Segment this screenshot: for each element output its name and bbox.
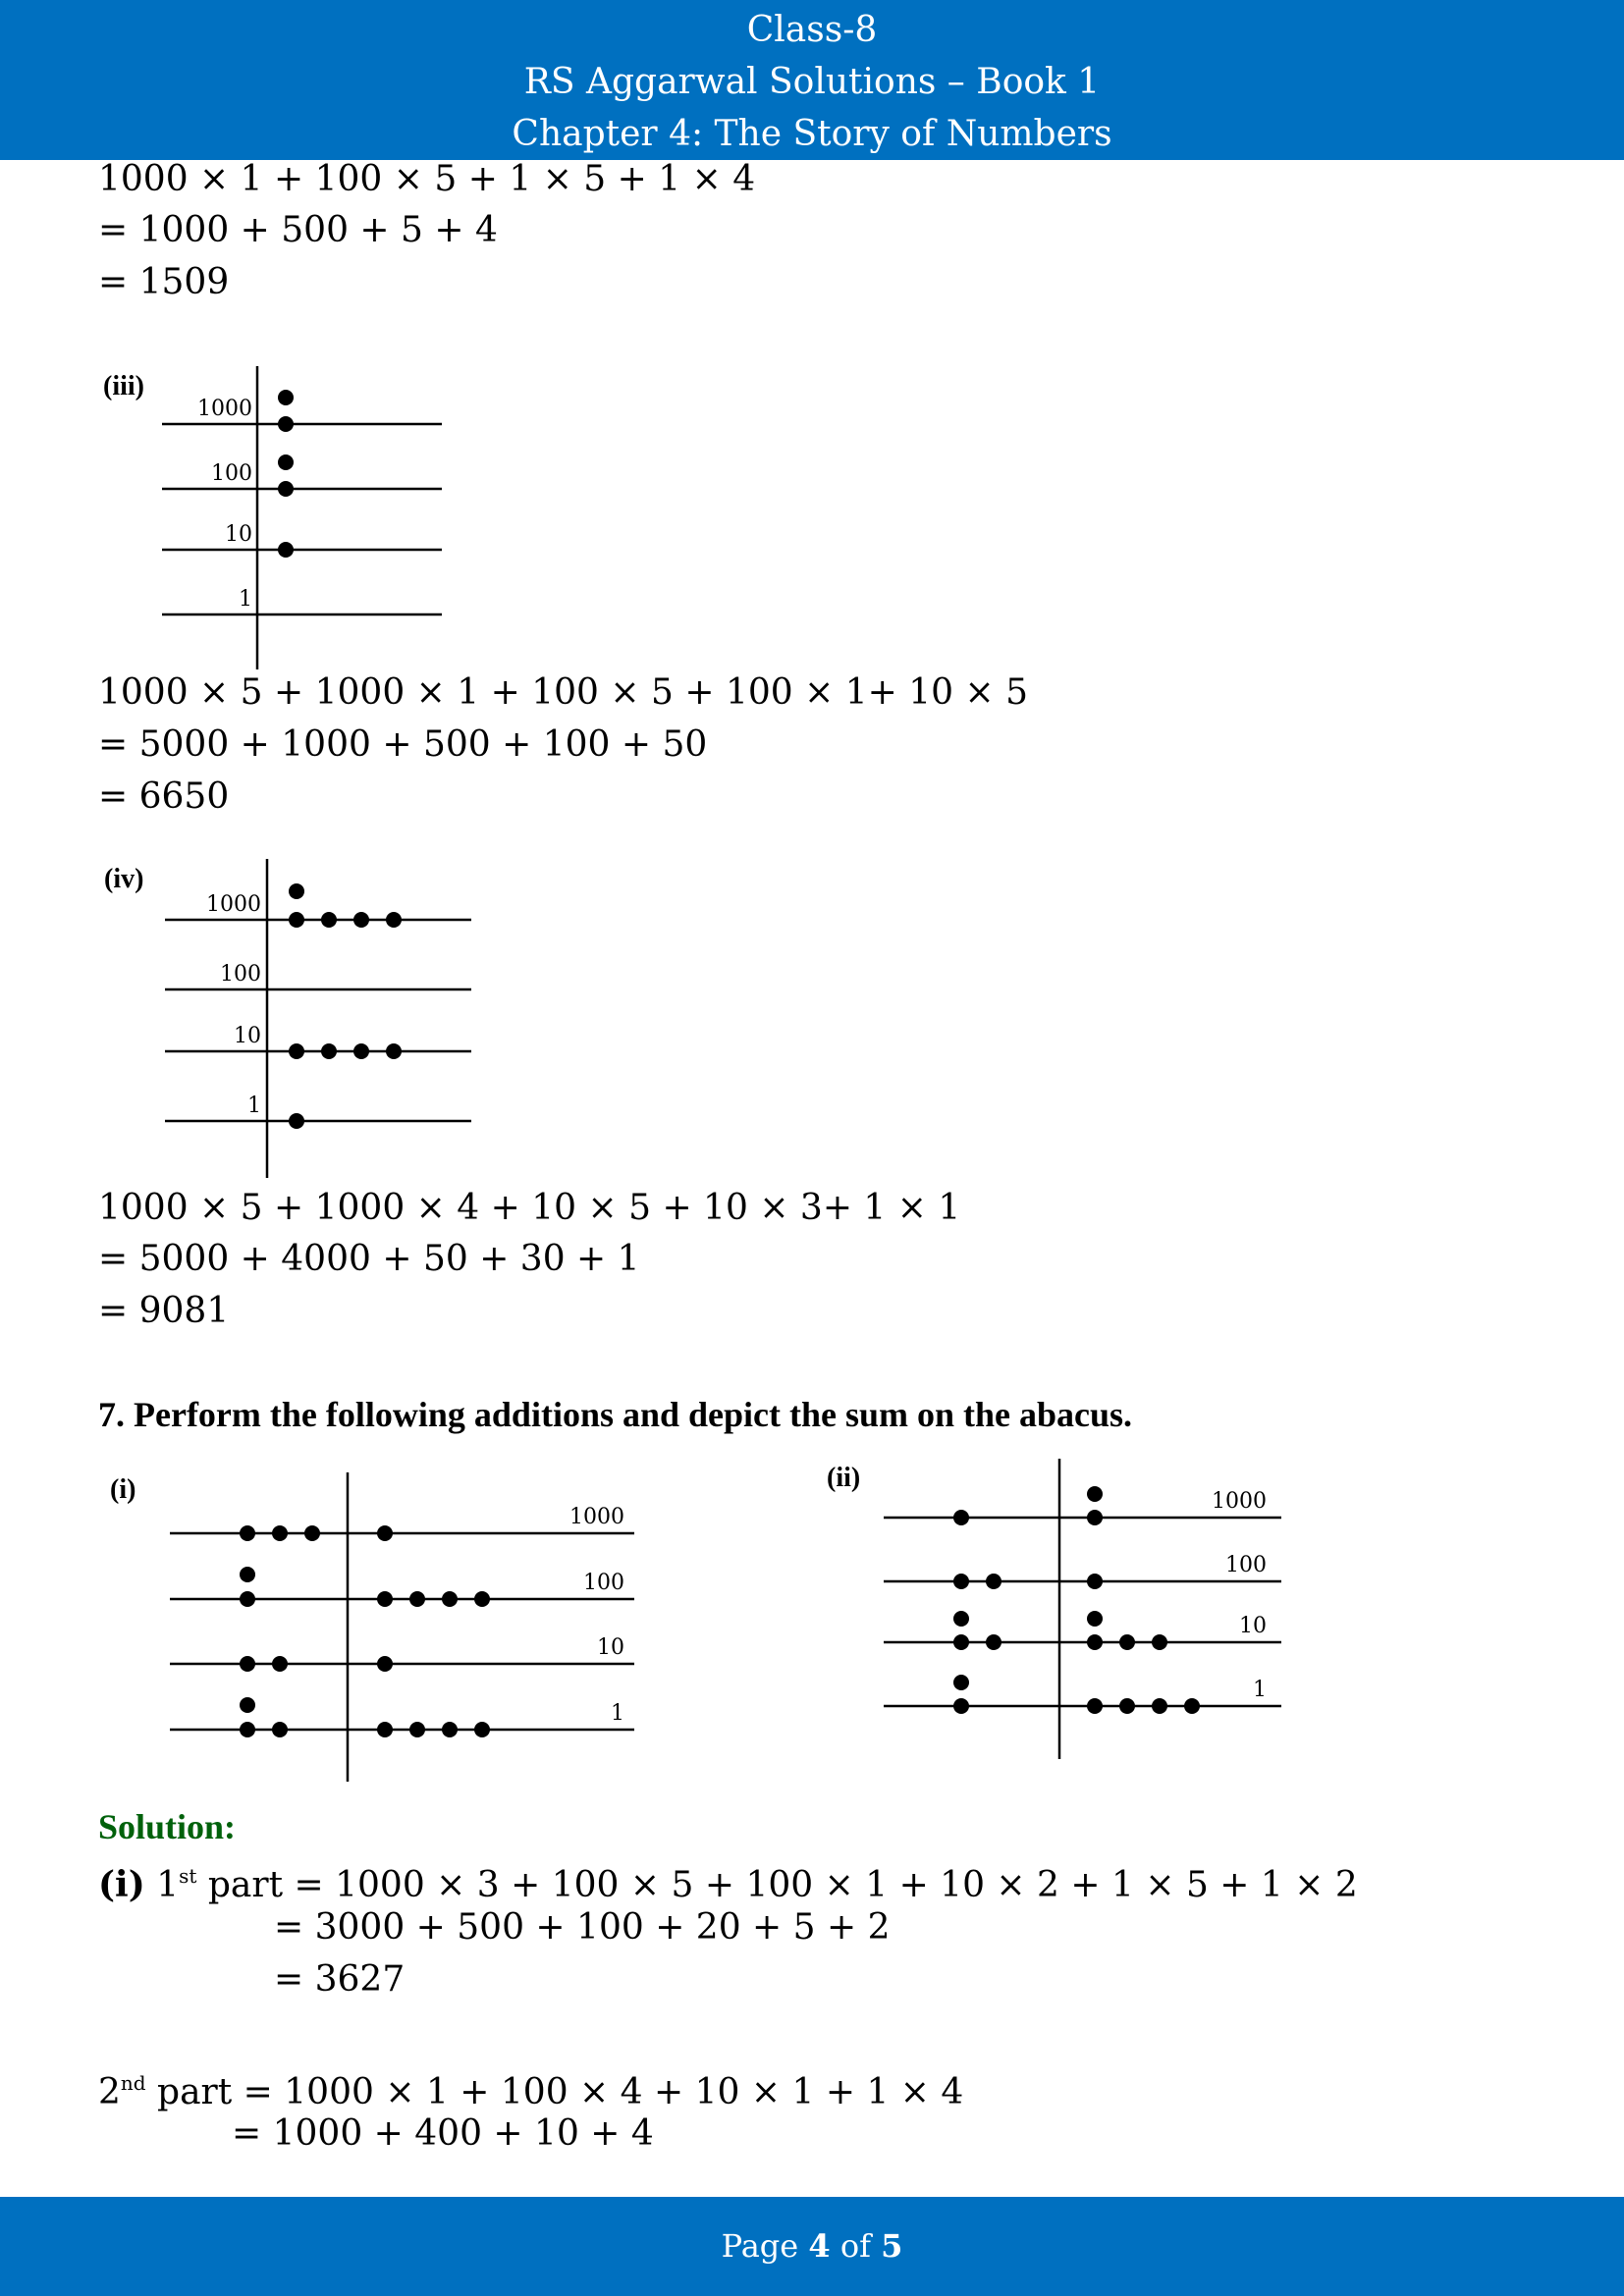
abacus-bead [353,912,369,928]
abacus-bead [272,1722,288,1737]
abacus-bead [240,1525,255,1541]
abacus-bead [953,1698,969,1714]
abacus-place-label: 10 [225,522,252,547]
abacus-bead [278,390,294,405]
abacus-bead [278,542,294,558]
abacus-iii-label: (iii) [103,371,144,401]
abacus-bead [377,1591,393,1607]
abacus-bead [474,1591,490,1607]
abacus-bead [240,1656,255,1672]
abacus-figure-iii [93,358,457,672]
abacus-iv-rows [165,883,471,1129]
abacus-bead [240,1567,255,1582]
abacus-place-label: 1000 [1212,1489,1267,1514]
abacus-bead [1087,1634,1103,1650]
abacus-place-label: 100 [211,461,252,486]
abacus-bead [304,1525,320,1541]
abacus-bead [953,1611,969,1627]
first-part-step-3: = 3627 [274,1959,406,2000]
abacus-bead [409,1722,425,1737]
abacus-q7-i-label: (i) [110,1474,136,1505]
question-7-title: 7. Perform the following additions and depict the sum on the abacus. [98,1395,1133,1434]
first-part-ordinal: 1 [156,1865,180,1905]
abacus-place-label: 1 [611,1701,624,1726]
footer-page-word: Page [721,2227,809,2265]
part-iii-line-3: = 6650 [98,776,230,817]
second-part-expression: 1000 × 1 + 100 × 4 + 10 × 1 + 1 × 4 [284,2072,964,2112]
abacus-bead [442,1591,458,1607]
abacus-bead [1087,1574,1103,1589]
abacus-figure-iv [93,852,486,1181]
part-ii-line-1: 1000 × 1 + 100 × 5 + 1 × 5 + 1 × 4 [98,159,756,199]
first-part-step-2: = 3000 + 500 + 100 + 20 + 5 + 2 [274,1907,891,1948]
abacus-bead [386,912,402,928]
abacus-figure-q7-ii [820,1453,1291,1767]
abacus-place-label: 1 [1253,1678,1267,1702]
part-iii-line-1: 1000 × 5 + 1000 × 1 + 100 × 5 + 100 × 1+ 10 × 5 [98,672,1029,713]
abacus-bead [442,1722,458,1737]
footer-page-total: 5 [881,2227,903,2265]
abacus-bead [377,1525,393,1541]
first-part-ordinal-suffix: st [179,1864,197,1888]
abacus-bead [278,481,294,497]
solution-i-first-part [98,1853,1358,1908]
abacus-place-label: 1000 [197,397,252,421]
abacus-bead [321,1043,337,1059]
abacus-bead [409,1591,425,1607]
abacus-bead [386,1043,402,1059]
solution-i-second-part [98,2060,963,2115]
abacus-bead [240,1722,255,1737]
page-header [0,0,1624,160]
abacus-bead [321,912,337,928]
abacus-bead [1152,1698,1167,1714]
second-part-step-2: = 1000 + 400 + 10 + 4 [232,2113,654,2154]
footer-page-number: 4 [808,2227,831,2265]
second-part-ordinal-suffix: nd [120,2071,146,2095]
second-part-word: part = [145,2072,285,2112]
abacus-bead [1087,1486,1103,1502]
abacus-bead [986,1634,1001,1650]
abacus-bead [289,883,304,899]
abacus-place-label: 10 [597,1635,624,1660]
abacus-place-label: 100 [1225,1553,1267,1577]
abacus-bead [1152,1634,1167,1650]
abacus-bead [272,1656,288,1672]
abacus-place-label: 1000 [206,892,261,917]
abacus-bead [240,1591,255,1607]
abacus-bead [377,1656,393,1672]
abacus-bead [1119,1698,1135,1714]
abacus-place-label: 1 [247,1094,261,1118]
abacus-bead [953,1574,969,1589]
abacus-bead [1087,1611,1103,1627]
abacus-q7-i-rows [170,1505,634,1737]
abacus-bead [353,1043,369,1059]
abacus-iv-label: (iv) [104,864,144,894]
first-part-word: part = [196,1865,336,1905]
abacus-bead [289,912,304,928]
header-chapter: Chapter 4: The Story of Numbers [512,114,1112,154]
abacus-bead [278,416,294,432]
abacus-bead [1087,1510,1103,1525]
abacus-place-label: 10 [234,1024,261,1048]
abacus-bead [278,454,294,470]
part-iv-line-3: = 9081 [98,1291,230,1331]
abacus-place-label: 1000 [569,1505,624,1529]
second-part-ordinal: 2 [98,2072,121,2112]
solution-label: Solution: [98,1807,237,1846]
page-footer [0,2197,1624,2296]
part-ii-line-3: = 1509 [98,262,230,302]
abacus-bead [289,1113,304,1129]
abacus-bead [1119,1634,1135,1650]
abacus-figure-q7-i [98,1463,648,1787]
abacus-bead [986,1574,1001,1589]
abacus-bead [953,1510,969,1525]
abacus-bead [289,1043,304,1059]
abacus-bead [272,1525,288,1541]
abacus-bead [953,1675,969,1690]
abacus-place-label: 100 [583,1571,624,1595]
solution-i-label: (i) [98,1864,145,1905]
abacus-place-label: 100 [220,962,261,987]
abacus-q7-ii-rows [884,1486,1281,1714]
abacus-place-label: 10 [1239,1614,1267,1638]
header-class: Class-8 [746,10,878,50]
footer-of-word: of [830,2227,882,2265]
abacus-bead [377,1722,393,1737]
part-iii-line-2: = 5000 + 1000 + 500 + 100 + 50 [98,724,708,765]
abacus-bead [474,1722,490,1737]
abacus-bead [240,1697,255,1713]
part-ii-line-2: = 1000 + 500 + 5 + 4 [98,210,498,250]
first-part-expression: 1000 × 3 + 100 × 5 + 100 × 1 + 10 × 2 + 1 × 5 + 1 × 2 [335,1865,1358,1905]
part-iv-line-1: 1000 × 5 + 1000 × 4 + 10 × 5 + 10 × 3+ 1 × 1 [98,1188,961,1228]
abacus-place-label: 1 [239,587,252,612]
header-book: RS Aggarwal Solutions – Book 1 [523,62,1101,102]
abacus-bead [1184,1698,1200,1714]
abacus-bead [1087,1698,1103,1714]
part-iv-line-2: = 5000 + 4000 + 50 + 30 + 1 [98,1239,640,1279]
abacus-bead [953,1634,969,1650]
abacus-q7-ii-label: (ii) [827,1463,861,1493]
abacus-iii-rows [162,390,442,614]
